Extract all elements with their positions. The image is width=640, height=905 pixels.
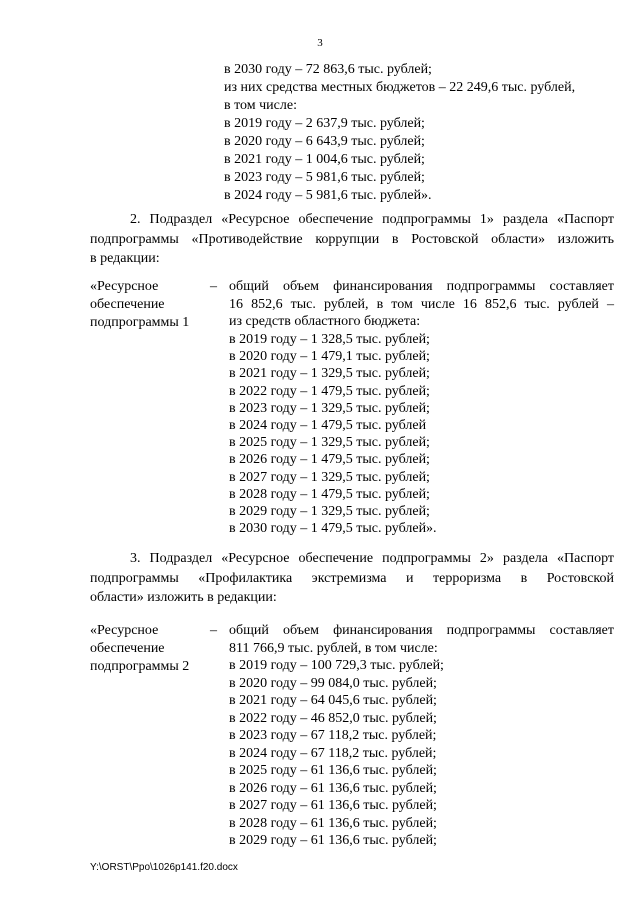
list-item: в 2021 году – 1 004,6 тыс. рублей;: [224, 152, 425, 167]
intro-line: 16 852,6 тыс. рублей, в том числе 16 852,6 тыс. рублей –: [229, 296, 614, 312]
list-item: в 2025 году – 1 329,5 тыс. рублей;: [229, 435, 430, 451]
list-item: в 2030 году – 1 479,5 тыс. рублей».: [229, 521, 437, 537]
paragraph-line: подпрограммы «Профилактика экстремизма и терроризма в Ростовской: [90, 570, 614, 586]
list-item: в 2022 году – 1 479,5 тыс. рублей;: [229, 383, 430, 399]
list-item: в 2019 году – 1 328,5 тыс. рублей;: [229, 332, 430, 347]
list-item: из них средства местных бюджетов – 22 249,6 тыс. рублей,: [224, 80, 576, 95]
list-item: в 2021 году – 1 329,5 тыс. рублей;: [229, 366, 430, 382]
list-item: в 2028 году – 1 479,5 тыс. рублей;: [229, 486, 430, 502]
section2-intro: [229, 622, 614, 657]
list-item: в 2024 году – 67 118,2 тыс. рублей;: [229, 745, 437, 761]
list-item: в 2022 году – 46 852,0 тыс. рублей;: [229, 710, 437, 726]
list-item: в 2029 году – 1 329,5 тыс. рублей;: [229, 503, 430, 519]
label-line: «Ресурсное: [90, 279, 159, 294]
list-item: в 2028 году – 61 136,6 тыс. рублей;: [229, 815, 437, 831]
label-line: подпрограммы 2: [90, 659, 190, 674]
section2-label: [90, 622, 189, 676]
list-item: в 2026 году – 1 479,5 тыс. рублей;: [229, 452, 430, 468]
label-line: обеспечение: [90, 297, 165, 312]
label-line: «Ресурсное: [90, 623, 159, 638]
list-item: в 2030 году – 72 863,6 тыс. рублей;: [224, 62, 432, 77]
list-item: в 2027 году – 61 136,6 тыс. рублей;: [229, 798, 437, 813]
label-line: обеспечение: [90, 641, 165, 656]
file-path-footer: Y:\ORST\Ppo\1026p141.f20.docx: [90, 862, 238, 873]
page-number: 3: [317, 37, 323, 49]
list-item: в 2025 году – 61 136,6 тыс. рублей;: [229, 763, 437, 778]
paragraph-line: подпрограммы «Противодействие коррупции в Ростовской области» изложить: [90, 231, 614, 247]
intro-line: общий объем финансирования подпрограммы составляет: [229, 279, 614, 294]
list-item: в 2023 году – 67 118,2 тыс. рублей;: [229, 728, 437, 743]
section2-years-list: [229, 657, 444, 850]
list-item: в 2023 году – 5 981,6 тыс. рублей;: [224, 170, 425, 185]
paragraph-3: [90, 549, 614, 608]
list-item: в 2020 году – 6 643,9 тыс. рублей;: [224, 134, 425, 149]
list-item: в 2024 году – 1 479,5 тыс. рублей: [229, 417, 427, 433]
intro-line: общий объем финансирования подпрограммы составляет: [229, 623, 614, 638]
paragraph-line: 3. Подраздел «Ресурсное обеспечение подпрограммы 2» раздела «Паспорт: [130, 551, 614, 566]
list-item: в 2023 году – 1 329,5 тыс. рублей;: [229, 400, 430, 416]
list-item: в 2020 году – 1 479,1 тыс. рублей;: [229, 349, 430, 365]
paragraph-line: в редакции:: [90, 251, 160, 266]
list-item: в 2019 году – 100 729,3 тыс. рублей;: [229, 658, 444, 673]
list-item: в 2024 году – 5 981,6 тыс. рублей».: [224, 188, 432, 203]
section1-dash: –: [210, 279, 217, 294]
section1-intro: [229, 278, 614, 331]
paragraph-line: 2. Подраздел «Ресурсное обеспечение подпрограммы 1» раздела «Паспорт: [130, 212, 614, 227]
paragraph-line: области» изложить в редакции:: [90, 590, 277, 605]
list-item: в 2027 году – 1 329,5 тыс. рублей;: [229, 469, 430, 485]
list-item: в том числе:: [224, 98, 297, 113]
list-item: в 2026 году – 61 136,6 тыс. рублей;: [229, 780, 437, 796]
section1-years-list: [229, 331, 437, 537]
section1-label: [90, 278, 189, 332]
intro-line: 811 766,9 тыс. рублей, в том числе:: [229, 640, 438, 656]
list-item: в 2019 году – 2 637,9 тыс. рублей;: [224, 116, 425, 131]
funding-continuation-list: [224, 61, 575, 205]
paragraph-2: [90, 210, 614, 269]
list-item: в 2021 году – 64 045,6 тыс. рублей;: [229, 693, 437, 708]
list-item: в 2029 году – 61 136,6 тыс. рублей;: [229, 833, 437, 848]
intro-line: из средств областного бюджета:: [229, 314, 421, 329]
section2-dash: –: [210, 623, 217, 638]
list-item: в 2020 году – 99 084,0 тыс. рублей;: [229, 675, 437, 691]
label-line: подпрограммы 1: [90, 315, 190, 330]
